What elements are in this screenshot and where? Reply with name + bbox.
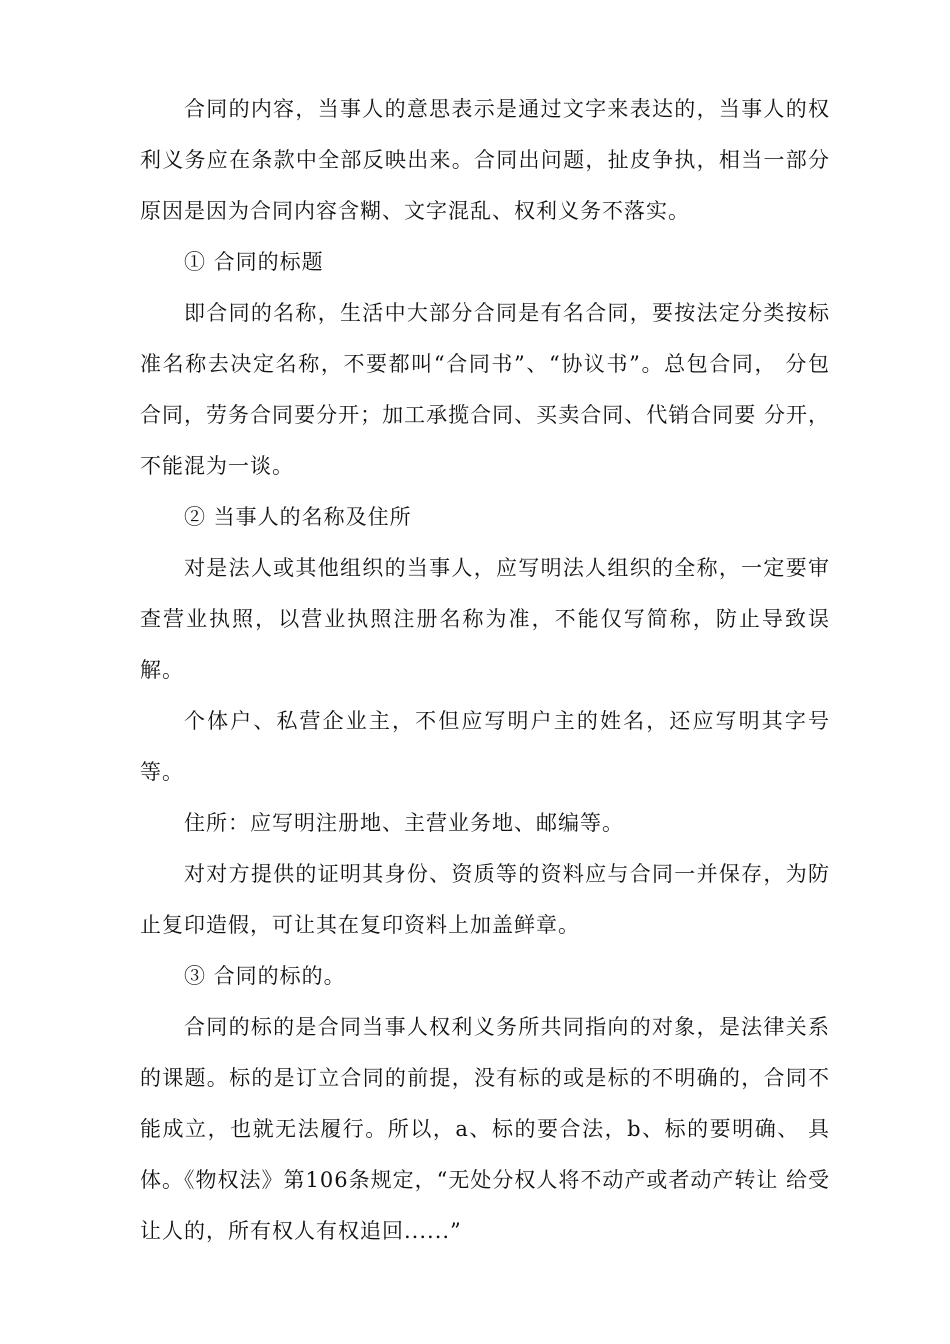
paragraph-contract-subject: 合同的标的是合同当事人权利义务所共同指向的对象，是法律关系的课题。标的是订立合同的前提，没有标的或是标的不明确的，合同不能成立，也就无法履行。所以，a、标的要合法，b、标的要明确、 具体。《物权法》第106条规定，“无处分权人将不动产或者动产转让 给受让人的，所有权人有权追回......” [140,1015,830,1243]
paragraph-contract-content: 合同的内容，当事人的意思表示是通过文字来表达的，当事人的权利义务应在条款中全部反映出来。合同出问题，扯皮争执，相当一部分原因是因为合同内容含糊、文字混乱、权利义务不落实。 [140,97,830,223]
paragraph-document-copies: 对对方提供的证明其身份、资质等的资料应与合同一并保存，为防止复印造假，可让其在复印资料上加盖鲜章。 [140,862,830,937]
document-body [140,84,830,1257]
paragraph-contract-title: 即合同的名称，生活中大部分合同是有名合同，要按法定分类按标准名称去决定名称，不要都叫“合同书”、“协议书”。总包合同， 分包合同，劳务合同要分开；加工承揽合同、买卖合同、代销合同要 分开，不能混为一谈。 [140,301,830,478]
heading-contract-title: ① 合同的标题 [184,250,324,274]
heading-contract-subject: ③ 合同的标的。 [184,964,346,988]
paragraph-address: 住所：应写明注册地、主营业务地、邮编等。 [184,811,624,835]
heading-party-name-address: ② 当事人的名称及住所 [184,505,412,529]
paragraph-individual-business: 个体户、私营企业主，不但应写明户主的姓名，还应写明其字号等。 [140,709,830,784]
paragraph-legal-person: 对是法人或其他组织的当事人，应写明法人组织的全称，一定要审查营业执照，以营业执照注册名称为准，不能仅写简称，防止导致误解。 [140,556,830,682]
